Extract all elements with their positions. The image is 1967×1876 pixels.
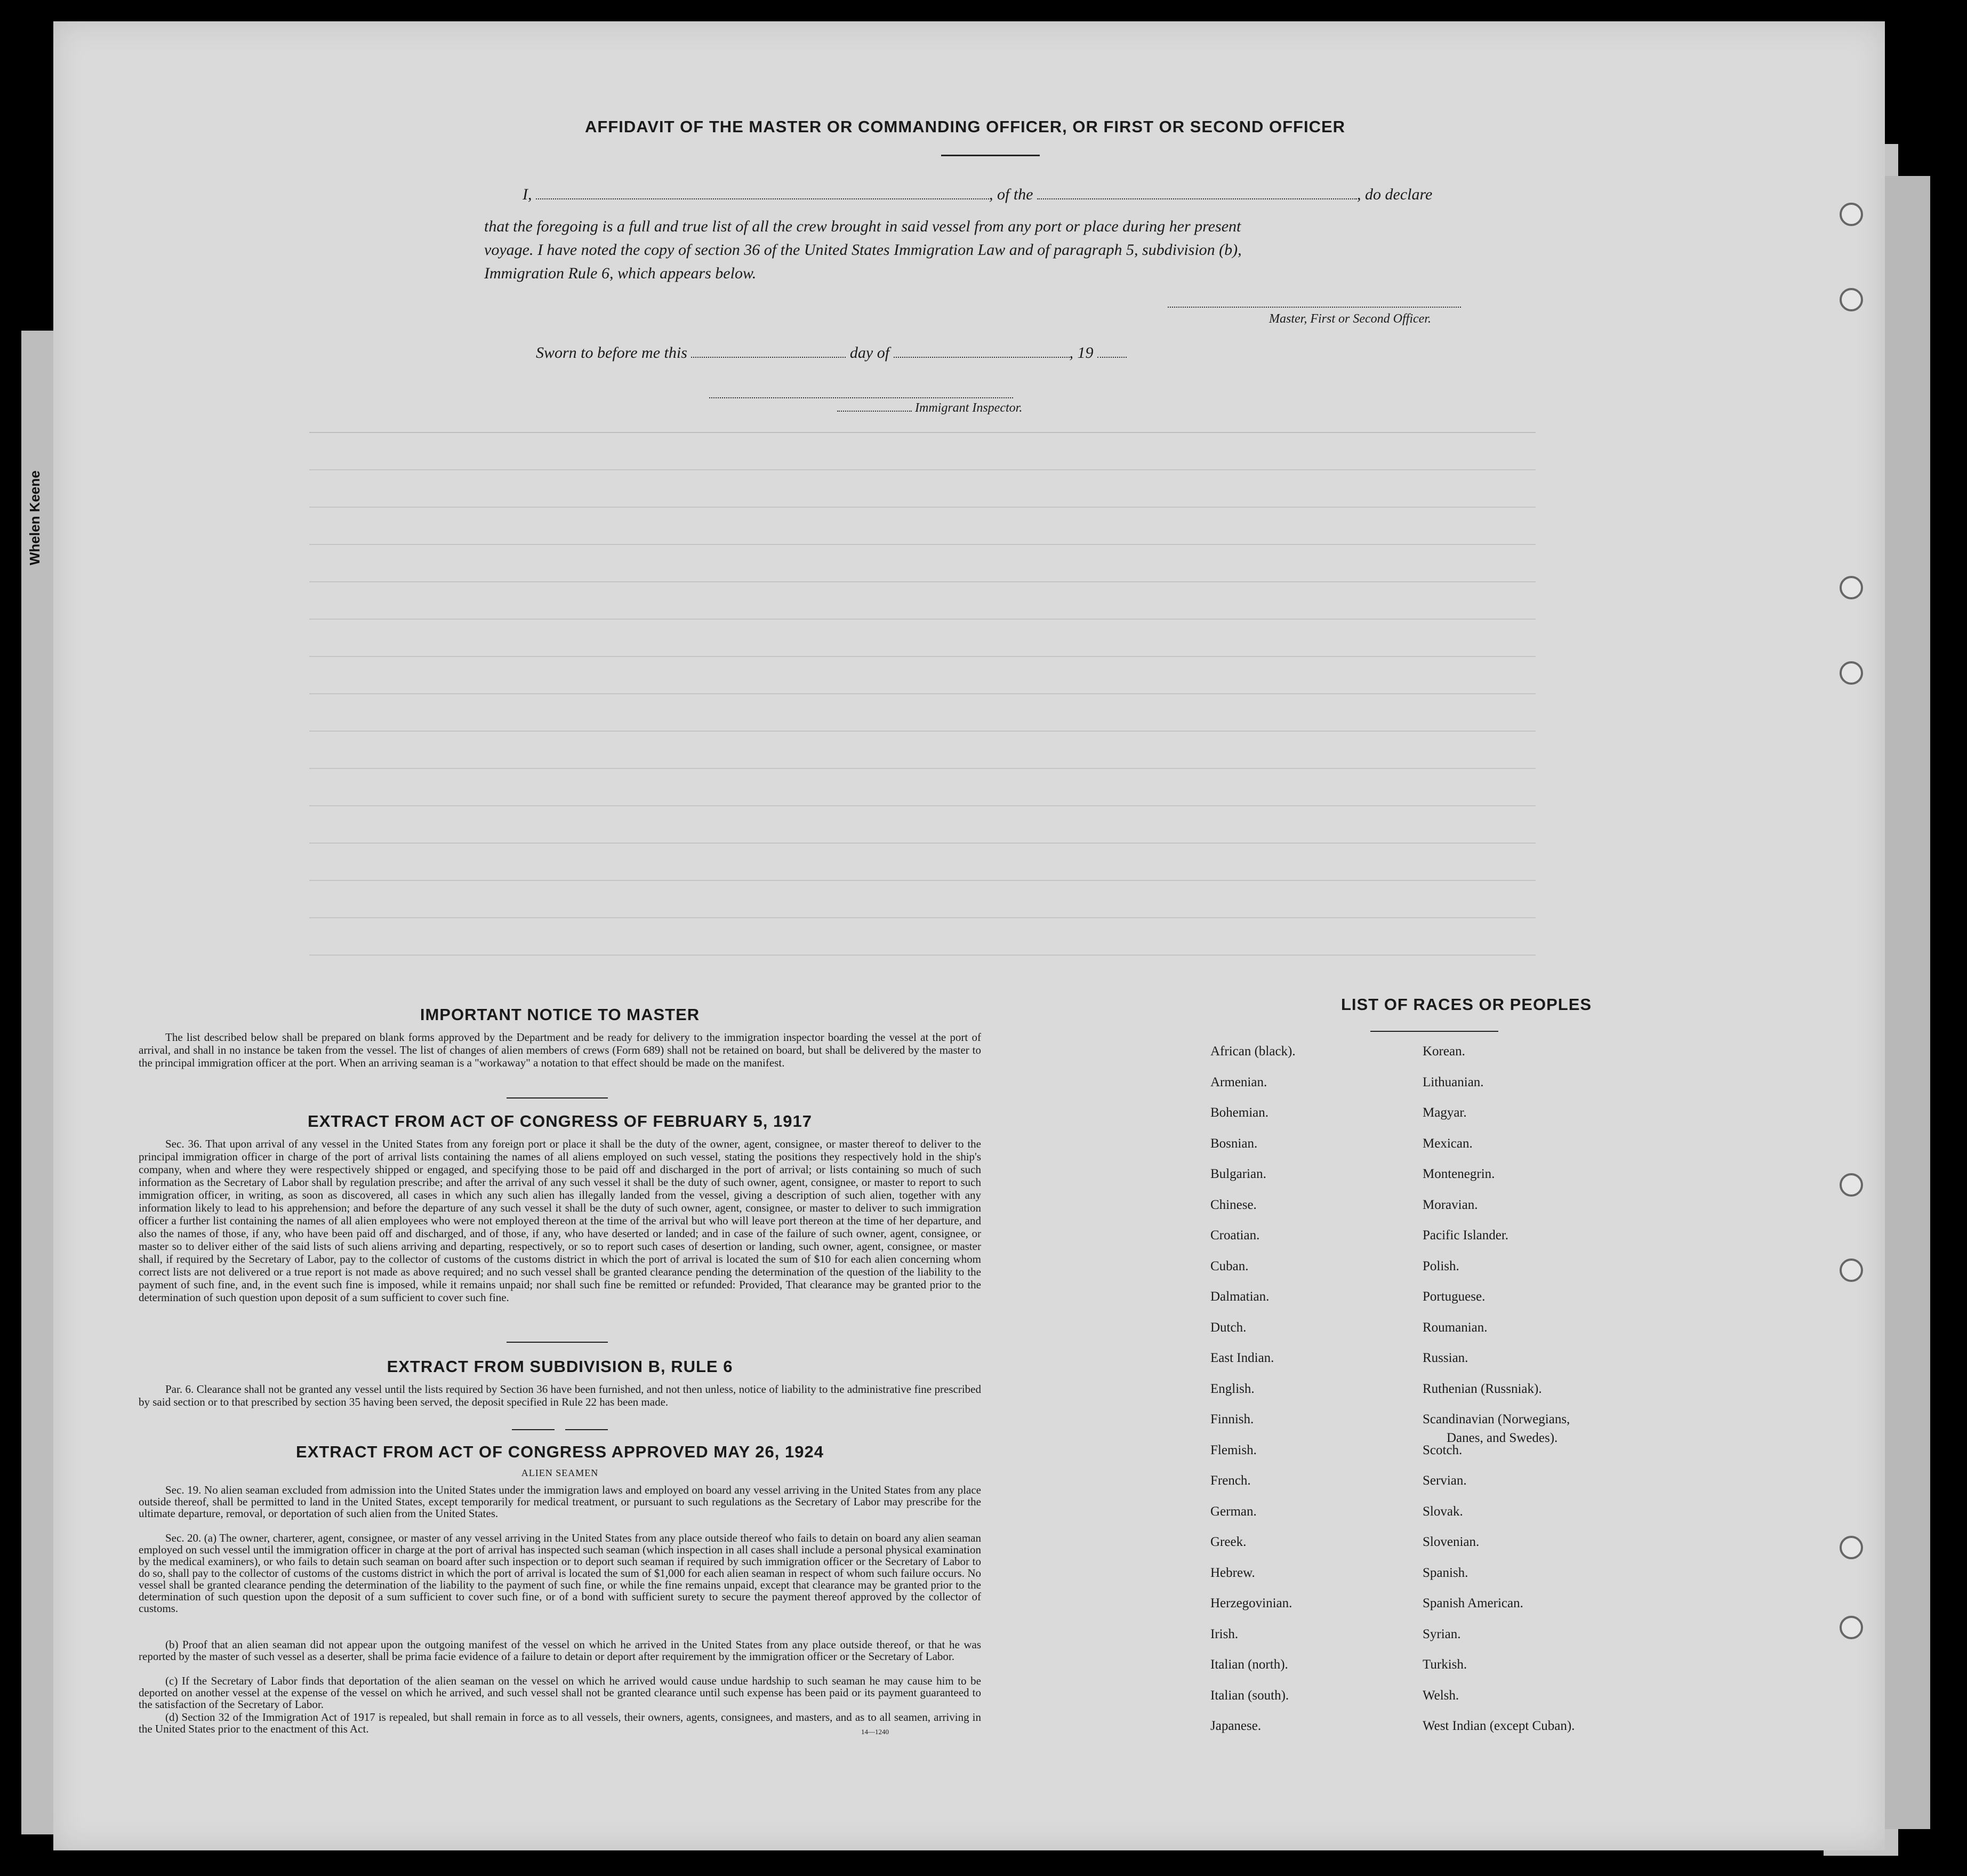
divider [512,1429,555,1430]
affidavit-line-2: that the foregoing is a full and true list of all the crew brought in said vessel from any port or place during her present [484,218,1241,235]
race-item: Spanish American. [1423,1596,1523,1610]
punch-hole [1840,203,1863,226]
inspector-dots [837,411,912,412]
race-item: Lithuanian. [1423,1075,1484,1089]
race-item: Cuban. [1210,1258,1249,1273]
i-label: I, [523,186,532,203]
race-item: Pacific Islander. [1423,1228,1509,1242]
alien-seamen-subheading: ALIEN SEAMEN [521,1468,599,1478]
sworn-month-blank[interactable] [894,357,1070,358]
punch-hole [1840,1258,1863,1282]
affidavit-line-4: Immigration Rule 6, which appears below. [484,264,757,282]
race-item: Korean. [1423,1044,1465,1059]
title-underline [941,155,1040,156]
race-item: Moravian. [1423,1197,1478,1212]
race-item: Japanese. [1210,1719,1262,1733]
race-item: Italian (north). [1210,1657,1288,1672]
race-item-continuation: Danes, and Swedes). [1447,1431,1558,1445]
form-sheet [53,21,1885,1850]
name-blank[interactable] [536,198,989,199]
race-item: Slovenian. [1423,1535,1480,1549]
race-item: Flemish. [1210,1442,1257,1457]
race-item: Chinese. [1210,1197,1257,1212]
master-caption: Master, First or Second Officer. [1269,312,1431,326]
race-item: Croatian. [1210,1228,1260,1242]
race-item: Dalmatian. [1210,1289,1270,1304]
race-item: Hebrew. [1210,1565,1255,1580]
race-item: Bulgarian. [1210,1167,1266,1181]
sworn-line [536,344,1127,362]
inspector-caption: Immigrant Inspector. [915,401,1023,415]
race-item: Bohemian. [1210,1105,1269,1120]
race-item: Scandinavian (Norwegians, [1423,1412,1570,1426]
vessel-blank[interactable] [1037,198,1357,199]
punch-hole [1840,288,1863,311]
race-item: Servian. [1423,1473,1467,1488]
stub-label: Whelen Keene [27,470,43,565]
divider [565,1429,608,1430]
race-item: German. [1210,1504,1257,1519]
sworn-day-blank[interactable] [691,357,846,358]
extract-rule6-text: Par. 6. Clearance shall not be granted any vessel until the lists required by Section 36 have been furnished, and not then unless, notice of liability to the administrative fine prescribed by said section or to that prescribed by section 35 having been served, the deposit specified in Rule 22 has been made. [139,1383,981,1408]
race-item: Syrian. [1423,1626,1461,1641]
race-item: Russian. [1423,1351,1468,1365]
race-item: Irish. [1210,1626,1239,1641]
sworn-prefix: Sworn to before me this [536,344,687,362]
race-item: Scotch. [1423,1442,1463,1457]
race-item: Mexican. [1423,1136,1473,1151]
affidavit-line-1 [523,186,1557,204]
punch-hole [1840,1536,1863,1559]
declare-label: , do declare [1357,186,1433,203]
inspector-signature-blank[interactable] [709,397,1013,398]
sec20c-text: (c) If the Secretary of Labor finds that deportation of the alien seaman on the vessel on which he arrived would cause undue hardship to such seaman he may cause him to be deported on another vessel at the expense of the vessel on which he arrived, and such vessel shall not be granted clearance until such expense has been paid or its payment guaranteed to the satisfaction of the Secretary of Labor. [139,1674,981,1711]
race-item: Greek. [1210,1535,1247,1549]
race-item: Spanish. [1423,1565,1468,1580]
race-item: Dutch. [1210,1320,1247,1335]
races-heading: LIST OF RACES OR PEOPLES [1340,995,1592,1014]
race-item: Polish. [1423,1258,1459,1273]
bleed-through [309,395,1802,1088]
sec20b-text: (b) Proof that an alien seaman did not appear upon the outgoing manifest of the vessel on which he arrived in the United States from any place outside thereof, or that he was reported by the master of such vessel as a deserter, shall be prima facie evidence of a failure to detain or deport after requirement by the immigration officer or the Secretary of Labor. [139,1638,981,1663]
race-item: Finnish. [1210,1412,1254,1426]
race-item: Montenegrin. [1423,1167,1495,1181]
inspector-line [837,401,1022,415]
race-item: English. [1210,1381,1255,1396]
of-the-label: , of the [989,186,1033,203]
sec20a-text: Sec. 20. (a) The owner, charterer, agent, consignee, or master of any vessel arriving in the United States from any place outside thereof who fails to detain on board any alien seaman employed on such vessel until the immigration officer in charge at the port of arrival has inspected such seaman (which inspection in all cases shall include a personal physical examination by the medical examiners), or who fails to detain such seaman on board after such inspection or to deport such seaman if required by such immigration officer or the Secretary of Labor to do so, shall pay to the collector of customs of the customs district in which the port of arrival is located the sum of $1,000 for each alien seaman in respect of whom such failure occurs. No vessel shall be granted clearance pending the determination of the liability to the payment of such fine, or while the fine remains unpaid, except that clearance may be granted prior to the determination of such question upon the deposit of a sum sufficient to cover such fine, or of a bond with sufficient surety to secure the payment thereof approved by the collector of customs. [139,1532,981,1615]
race-item: Portuguese. [1423,1289,1486,1304]
race-item: Welsh. [1423,1688,1459,1703]
race-item: Magyar. [1423,1105,1467,1120]
divider [507,1342,608,1343]
punch-hole [1840,1616,1863,1639]
divider [507,1097,608,1099]
punch-hole [1840,1173,1863,1197]
extract-rule6-heading: EXTRACT FROM SUBDIVISION B, RULE 6 [387,1357,733,1376]
race-item: Bosnian. [1210,1136,1258,1151]
sec19-text: Sec. 19. No alien seaman excluded from admission into the United States under the immigration laws and employed on board any vessel arriving in the United States from any place outside thereof, shall be permitted to land in the United States, except temporarily for medical treatment, or pursuant to such regulations as the Secretary of Labor may prescribe for the ultimate departure, removal, or deportation of such alien from the United States. [139,1484,981,1520]
extract-1924-heading: EXTRACT FROM ACT OF CONGRESS APPROVED MAY 26, 1924 [296,1442,824,1461]
extract-1917-text: Sec. 36. That upon arrival of any vessel in the United States from any foreign port or place it shall be the duty of the owner, agent, consignee, or master thereof to deliver to the principal immigration officer in charge of the port of arrival lists containing the names of all aliens employed on such vessel, stating the positions they respectively hold in the ship's company, when and where they were respectively shipped or engaged, and specifying those to be paid off and discharged in the port of arrival; or lists containing so much of such information as the Secretary of Labor shall by regulation prescribe; and after the arrival of any such vessel it shall be the duty of such owner, agent, consignee, or master to report to such immigration officer, in writing, as soon as discovered, all cases in which any such alien has illegally landed from the vessel, giving a description of such alien, together with any information likely to lead to his apprehension; and before the departure of any such vessel it shall be the duty of such owner, agent, consignee, or master to deliver to such immigration officer a further list containing the names of all alien employees who were not employed thereon at the time of the arrival but who will leave port thereon at the time of her departure, and also the names of those, if any, who have been paid off and discharged, and of those, if any, who have deserted or landed; and in case of the failure of such owner, agent, consignee, or master so to deliver either of the said lists of such aliens arriving and departing, respectively, or so to report such cases of desertion or landing, such owner, agent, consignee, or master shall, if required by the Secretary of Labor, pay to the collector of customs of the customs district in which the port of arrival is located the sum of $10 for each alien concerning whom correct lists are not delivered or a true report is not made as above required; and no such vessel shall be granted clearance pending the determination of the question of the liability to the payment of such fine, and, in the event such fine is imposed, while it remains unpaid; nor shall such fine be remitted or refunded: Provided, That clearance may be granted prior to the determination of such question upon deposit of a sum sufficient to cover such fine. [139,1137,981,1304]
races-underline [1370,1031,1498,1032]
race-item: Ruthenian (Russniak). [1423,1381,1542,1396]
important-notice-text: The list described below shall be prepared on blank forms approved by the Department and be ready for delivery to the immigration inspector boarding the vessel at the port of arrival, and shall in no instance be taken from the vessel. The list of changes of alien members of crews (Form 689) shall not be retained on board, but shall be delivered by the master to the principal immigration officer at the port. When an arriving seaman is a "workaway" a notation to that effect should be made on the manifest. [139,1031,981,1069]
sworn-year: , 19 [1069,344,1094,362]
race-item: Italian (south). [1210,1688,1289,1703]
race-item: Herzegovinian. [1210,1596,1292,1610]
race-item: Armenian. [1210,1075,1267,1089]
race-item: Turkish. [1423,1657,1467,1672]
important-notice-heading: IMPORTANT NOTICE TO MASTER [420,1005,700,1024]
affidavit-title: AFFIDAVIT OF THE MASTER OR COMMANDING OFFICER, OR FIRST OR SECOND OFFICER [584,117,1346,136]
sec20d-text: (d) Section 32 of the Immigration Act of 1917 is repealed, but shall remain in force as to all vessels, their owners, agents, consignees, and masters, and as to all seamen, arriving in the United States prior to the enactment of this Act. [139,1711,981,1735]
form-number: 14—1240 [861,1728,889,1736]
race-item: Roumanian. [1423,1320,1488,1335]
affidavit-line-3: voyage. I have noted the copy of section 36 of the United States Immigration Law and of paragraph 5, subdivision (b), [484,241,1242,259]
race-item: West Indian (except Cuban). [1423,1719,1575,1733]
sworn-year-blank[interactable] [1097,357,1127,358]
race-item: French. [1210,1473,1251,1488]
punch-hole [1840,661,1863,685]
race-item: Slovak. [1423,1504,1463,1519]
race-item: East Indian. [1210,1351,1274,1365]
master-signature-blank[interactable] [1168,307,1461,308]
race-item: African (black). [1210,1044,1296,1059]
sworn-day-of: day of [849,344,890,362]
punch-hole [1840,576,1863,599]
extract-1917-heading: EXTRACT FROM ACT OF CONGRESS OF FEBRUARY 5, 1917 [308,1112,812,1131]
